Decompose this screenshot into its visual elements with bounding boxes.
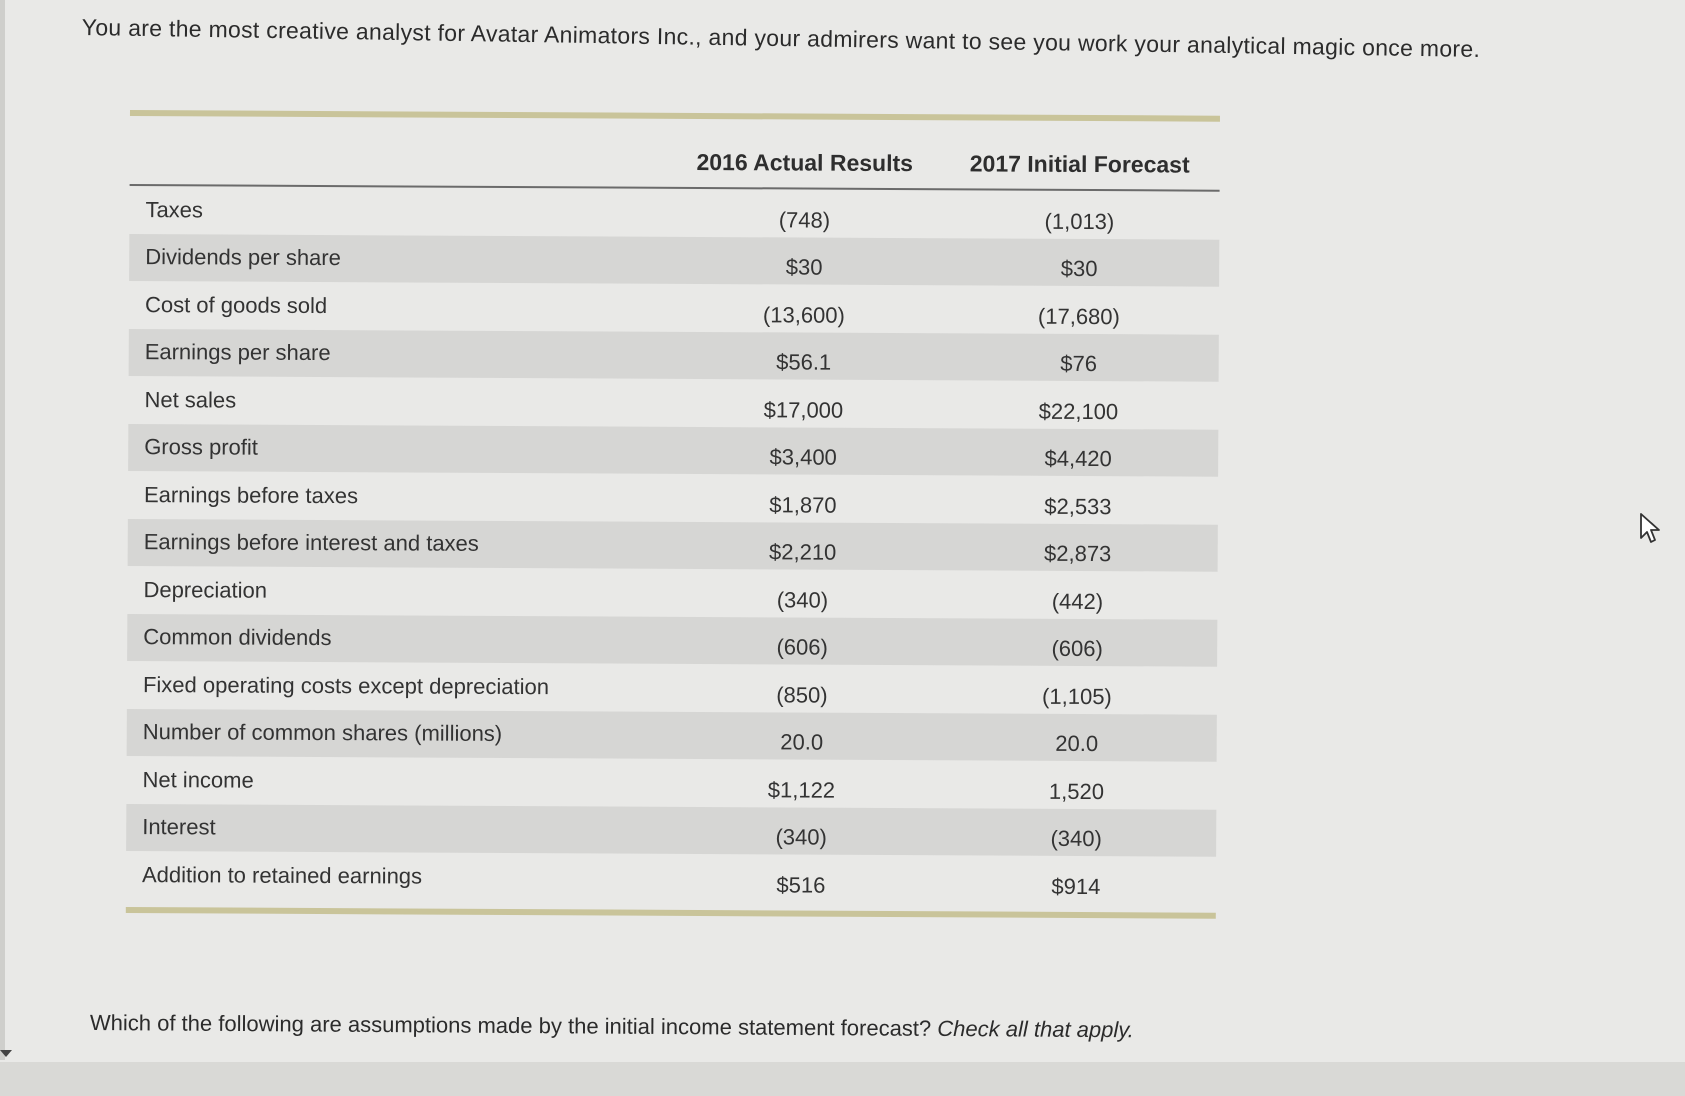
cell-2016: (340) (775, 824, 827, 850)
row-label: Net income (142, 766, 254, 793)
row-label: Cost of goods sold (144, 291, 328, 318)
table-row (128, 518, 1218, 571)
table-row (129, 328, 1219, 381)
cell-2016: (13,600) (762, 302, 845, 328)
table-row (129, 233, 1219, 286)
table-row (127, 613, 1217, 666)
cell-2017: $4,420 (1044, 446, 1112, 472)
cell-2016: $3,400 (769, 444, 837, 470)
row-label: Dividends per share (145, 244, 341, 271)
cell-2016: $1,870 (769, 492, 837, 518)
row-label: Earnings per share (144, 339, 331, 366)
cell-2016: $2,210 (768, 539, 837, 565)
row-label: Gross profit (144, 434, 259, 460)
cell-2017: $914 (1051, 873, 1101, 899)
table-row (127, 708, 1217, 761)
header-2017: 2017 Initial Forecast (969, 149, 1190, 178)
cell-2017: (442) (1051, 588, 1104, 614)
row-label: Earnings before taxes (143, 481, 359, 508)
row-label: Depreciation (143, 576, 268, 603)
row-label: Fixed operating costs except depreciation (142, 671, 550, 699)
cell-2017: (17,680) (1037, 303, 1120, 329)
cell-2017: $2,533 (1044, 493, 1112, 519)
row-label: Addition to retained earnings (141, 861, 423, 889)
table-row (127, 566, 1217, 619)
question-prompt: Which of the following are assumptions made by the initial income statement forecast? (89, 1010, 932, 1041)
cell-2016: $30 (785, 254, 823, 280)
cell-2017: (340) (1050, 826, 1102, 852)
income-statement-table (126, 110, 1220, 918)
cell-2017: 20.0 (1055, 731, 1099, 757)
question-instruction: Check all that apply. (937, 1015, 1134, 1043)
cell-2017: $76 (1060, 351, 1098, 377)
row-label: Earnings before interest and taxes (143, 529, 479, 557)
table-row (126, 851, 1216, 904)
table-row (128, 423, 1218, 476)
table-row (128, 471, 1218, 524)
cell-2016: $56.1 (776, 349, 832, 375)
cell-2017: $2,873 (1043, 541, 1112, 567)
intro-text: You are the most creative analyst for Avatar Animators Inc., and your admirers want to see you work your analytical magic once more. (81, 14, 1481, 62)
table-row (127, 661, 1217, 714)
row-label: Interest (142, 814, 216, 840)
question-text (90, 1010, 1134, 1043)
cell-2016: $516 (776, 872, 826, 898)
bottom-strip (0, 1062, 1685, 1096)
header-label (130, 159, 670, 162)
cell-2016: (606) (776, 634, 828, 660)
table-top-rule (130, 110, 1220, 122)
cell-2016: 20.0 (780, 729, 824, 755)
cell-2016: (340) (776, 587, 829, 613)
cell-2016: $17,000 (763, 397, 844, 423)
cell-2017: (1,013) (1044, 208, 1115, 234)
table-row (129, 186, 1219, 239)
header-2016: 2016 Actual Results (696, 148, 914, 176)
scroll-down-arrow-icon[interactable] (0, 1050, 12, 1057)
table-body (126, 186, 1220, 904)
cell-2016: $1,122 (767, 777, 836, 803)
left-edge (0, 0, 5, 1060)
row-label: Net sales (144, 386, 237, 413)
row-label: Taxes (145, 196, 204, 223)
cell-2016: (850) (776, 682, 828, 708)
cell-2017: $30 (1060, 256, 1098, 282)
cell-2017: 1,520 (1048, 778, 1105, 804)
table-header (130, 134, 1220, 192)
row-label: Common dividends (143, 624, 332, 651)
cell-2017: (606) (1051, 636, 1103, 662)
cell-2017: $22,100 (1038, 398, 1119, 424)
table-row (129, 281, 1219, 334)
cell-2017: (1,105) (1042, 683, 1112, 709)
table-bottom-rule (126, 906, 1216, 918)
table-row (128, 376, 1218, 429)
table-row (126, 756, 1216, 809)
cell-2016: (748) (778, 207, 831, 233)
mouse-pointer-icon (1638, 512, 1664, 546)
row-label: Number of common shares (millions) (142, 719, 503, 747)
table-row (126, 803, 1216, 856)
